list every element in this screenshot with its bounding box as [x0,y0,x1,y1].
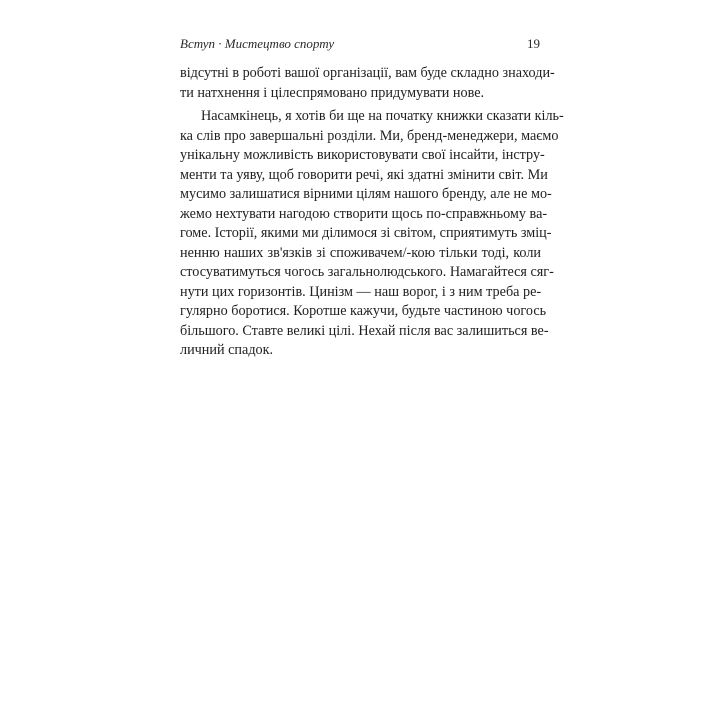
paragraph [180,107,564,361]
text-line: відсутні в роботі вашої організації, вам буде складно знаходи- [180,65,555,81]
text-line: Насамкінець, я хотів би ще на початку книжки сказати кіль- [201,108,564,124]
text-line: ти натхнення і цілеспрямовано придумувати нове. [180,84,485,101]
text-line: більшого. Ставте великі цілі. Нехай після вас залишиться ве- [180,322,549,339]
paragraph [180,64,555,103]
text-line: гоме. Історії, якими ми ділимося зі світом, сприятимуть зміц- [180,225,552,241]
text-line: ка слів про завершальні розділи. Ми, бренд-менеджери, маємо [180,127,559,144]
text-line: гулярно боротися. Коротше кажучи, будьте частиною чогось [180,303,547,319]
text-line: мусимо залишатися вірними цілям нашого бренду, але не мо- [180,186,552,202]
running-head: Вступ · Мистецтво спорту [180,36,335,51]
text-line: жемо нехтувати нагодою створити щось по-справжньому ва- [180,205,548,222]
body-text [180,64,564,361]
text-line: стосуватимуться чогось загальнолюдського. Намагайтеся сяг- [180,264,554,280]
text-line: ненню наших зв'язків зі споживачем/-кою тільки тоді, коли [180,244,541,261]
text-line: личний спадок. [180,342,274,358]
text-line: нути цих горизонтів. Цинізм — наш ворог, і з ним треба ре- [180,283,542,300]
text-line: унікальну можливість використовувати свої інсайти, інстру- [180,147,545,163]
page-number: 19 [527,36,540,51]
text-line: менти та уяву, щоб говорити речі, які здатні змінити світ. Ми [180,166,548,183]
